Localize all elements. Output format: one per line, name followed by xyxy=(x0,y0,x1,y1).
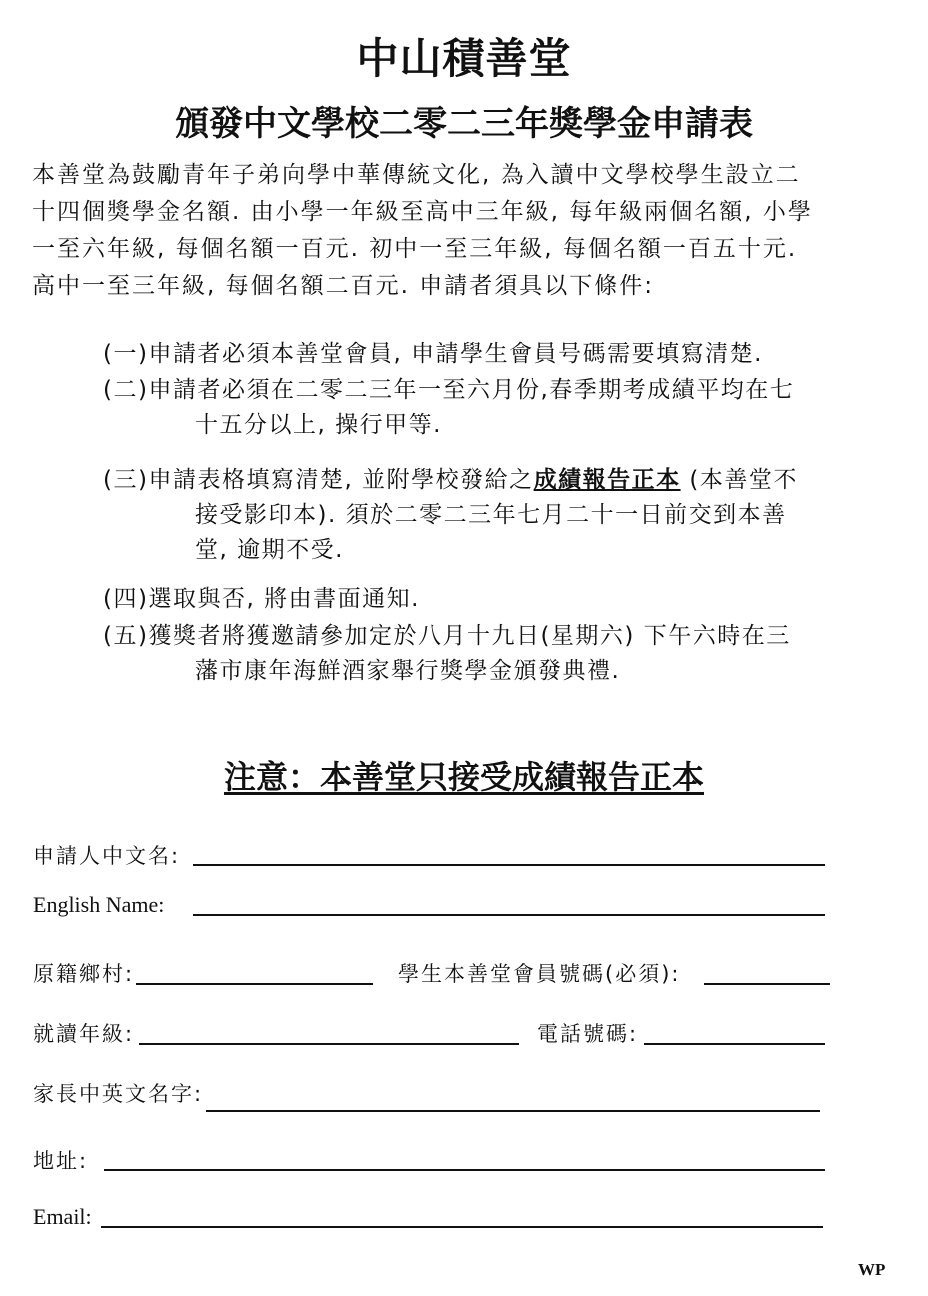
condition-3-line-3: 堂, 逾期不受. xyxy=(195,537,344,563)
condition-5 xyxy=(103,619,791,689)
condition-2-line-2: 十五分以上, 操行甲等. xyxy=(195,412,442,438)
original-report-emphasis: 成績報告正本 xyxy=(533,467,681,493)
parent-name-label: 家長中英文名字: xyxy=(33,1082,204,1106)
grade-label: 就讀年級: xyxy=(33,1022,135,1046)
grade-input[interactable] xyxy=(139,1043,519,1045)
hometown-label: 原籍鄉村: xyxy=(33,962,135,986)
chinese-name-label: 申請人中文名: xyxy=(33,844,181,868)
condition-3-line-2: 接受影印本). 須於二零二三年七月二十一日前交到本善 xyxy=(195,502,787,528)
condition-5-line-1: (五)獲獎者將獲邀請參加定於八月十九日(星期六) 下午六時在三 xyxy=(103,623,791,649)
member-number-label: 學生本善堂會員號碼(必須): xyxy=(398,962,681,986)
intro-line: 本善堂為鼓勵青年子弟向學中華傳統文化, 為入讀中文學校學生設立二 xyxy=(32,162,801,188)
email-label: Email: xyxy=(33,1204,92,1229)
parent-name-input[interactable] xyxy=(206,1110,820,1112)
english-name-label: English Name: xyxy=(33,892,165,917)
address-input[interactable] xyxy=(104,1169,825,1171)
chinese-name-input[interactable] xyxy=(193,864,825,866)
intro-line: 十四個獎學金名額. 由小學一年級至高中三年級, 每年級兩個名額, 小學 xyxy=(32,199,813,225)
notice-heading: 注意：本善堂只接受成績報告正本 xyxy=(223,758,704,796)
condition-5-line-2: 藩市康年海鮮酒家舉行獎學金頒發典禮. xyxy=(195,658,621,684)
condition-4 xyxy=(103,582,420,617)
intro-line: 高中一至三年級, 每個名額二百元. 申請者須具以下條件: xyxy=(32,273,654,299)
condition-2-line-1: (二)申請者必須在二零二三年一至六月份,春季期考成績平均在七 xyxy=(103,377,795,403)
condition-3 xyxy=(103,463,798,568)
condition-1 xyxy=(103,337,763,372)
member-number-input[interactable] xyxy=(704,983,830,985)
condition-3-line-1-pre: (三)申請表格填寫清楚, 並附學校發給之 xyxy=(103,467,534,493)
phone-label: 電話號碼: xyxy=(537,1022,639,1046)
address-label: 地址: xyxy=(33,1149,89,1173)
email-input[interactable] xyxy=(101,1226,823,1228)
intro-line: 一至六年級, 每個名額一百元. 初中一至三年級, 每個名額一百五十元. xyxy=(32,236,798,262)
intro-paragraph xyxy=(32,157,902,305)
form-title: 頒發中文學校二零二三年獎學金申請表 xyxy=(175,104,753,144)
english-name-input[interactable] xyxy=(193,914,825,916)
condition-3-line-1-post: (本善堂不 xyxy=(680,467,798,493)
hometown-input[interactable] xyxy=(136,983,373,985)
condition-4-text: (四)選取與否, 將由書面通知. xyxy=(103,586,420,612)
org-title: 中山積善堂 xyxy=(356,34,572,83)
phone-input[interactable] xyxy=(644,1043,825,1045)
condition-2 xyxy=(103,373,794,443)
condition-1-text: (一)申請者必須本善堂會員, 申請學生會員号碼需要填寫清楚. xyxy=(103,341,763,367)
footer-mark: WP xyxy=(858,1260,886,1279)
